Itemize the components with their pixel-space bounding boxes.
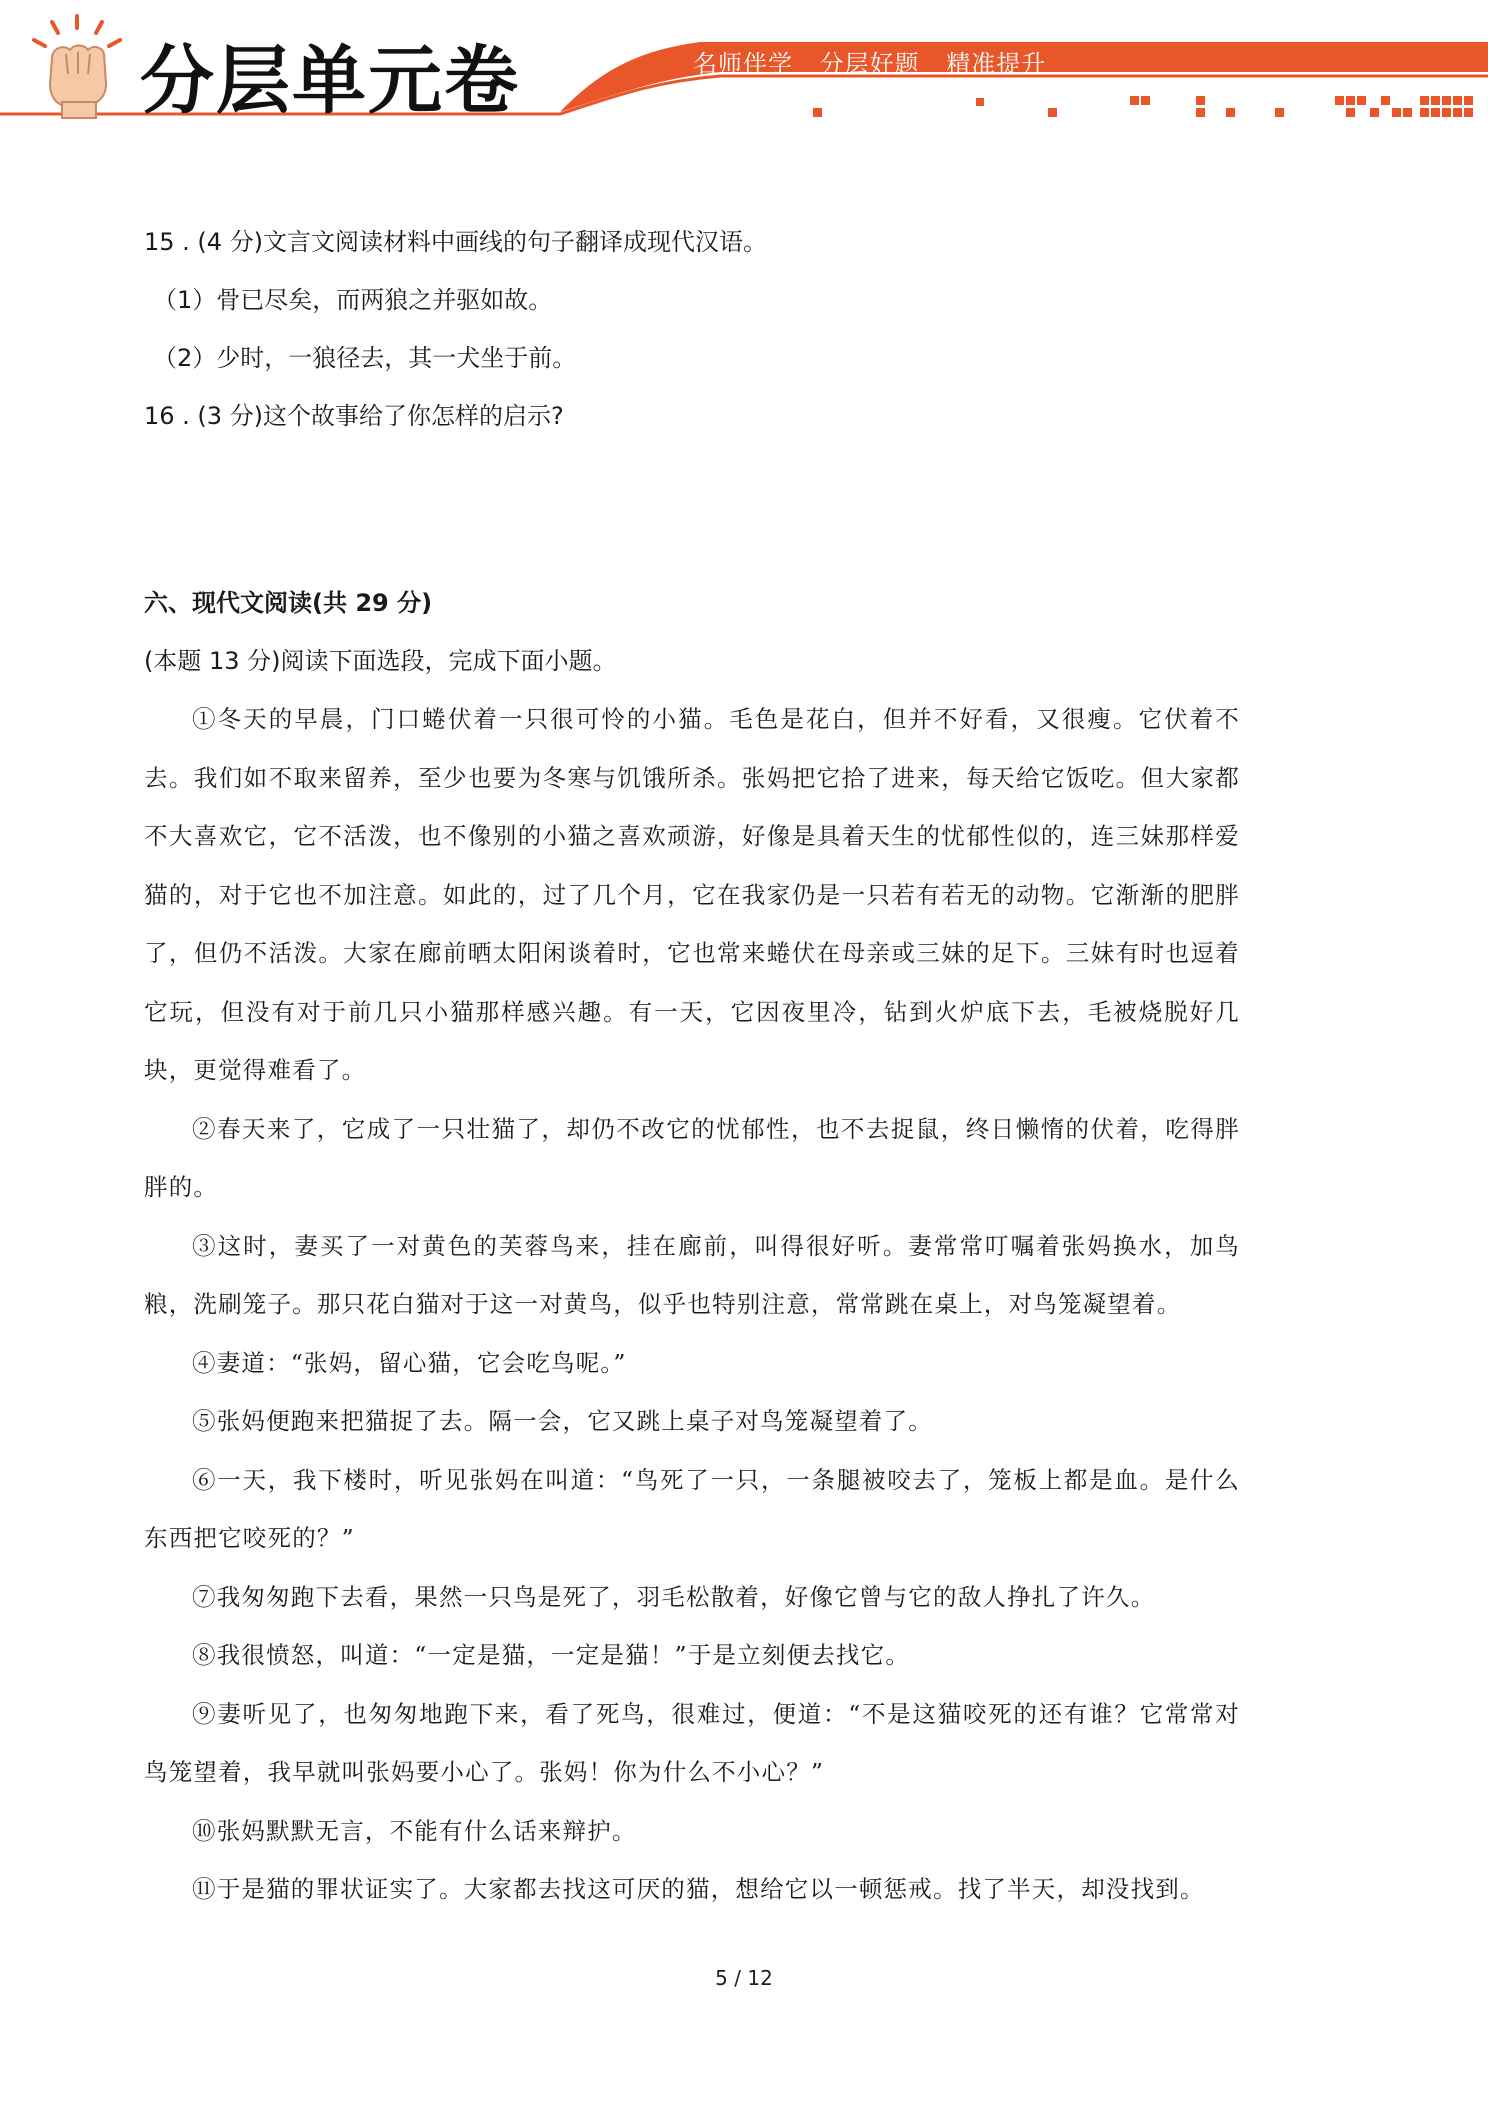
reading-paragraph: ⑨妻听见了，也匆匆地跑下来，看了死鸟，很难过，便道：“不是这猫咬死的还有谁？它常常对鸟笼望着，我早就叫张妈要小心了。张妈！你为什么不小心？” <box>144 1699 1240 1786</box>
page-content <box>144 213 1244 1919</box>
reading-paragraph: ⑧我很愤怒，叫道：“一定是猫，一定是猫！”于是立刻便去找它。 <box>192 1641 911 1669</box>
reading-paragraph: ①冬天的早晨，门口蜷伏着一只很可怜的小猫。毛色是花白，但并不好看，又很瘦。它伏着不去。我们如不取来留养，至少也要为冬寒与饥饿所杀。张妈把它拾了进来，每天给它饭吃。但大家都不大喜欢它，它不活泼，也不像别的小猫之喜欢顽游，好像是具着天生的忧郁性似的，连三妹那样爱猫的，对于它也不加注意。如此的，过了几个月，它在我家仍是一只若有若无的动物。它渐渐的肥胖了，但仍不活泼。大家在廊前晒太阳闲谈着时，它也常来蜷伏在母亲或三妹的足下。三妹有时也逗着它玩，但没有对于前几只小猫那样感兴趣。有一天，它因夜里冷，钻到火炉底下去，毛被烧脱好几块，更觉得难看了。 <box>144 705 1240 1084</box>
reading-paragraph: ②春天来了，它成了一只壮猫了，却仍不改它的忧郁性，也不去捉鼠，终日懒惰的伏着，吃得胖胖的。 <box>144 1114 1240 1201</box>
question-15-part-1: （1）骨已尽矣，而两狼之并驱如故。 <box>153 286 553 314</box>
reading-paragraph: ⑤张妈便跑来把猫捉了去。隔一会，它又跳上桌子对鸟笼凝望着了。 <box>192 1407 933 1435</box>
question-15-part-2: （2）少时，一狼径去，其一犬坐于前。 <box>153 344 577 372</box>
reading-paragraph: ⑩张妈默默无言，不能有什么话来辩护。 <box>192 1816 637 1845</box>
reading-paragraph: ⑥一天，我下楼时，听见张妈在叫道：“鸟死了一只，一条腿被咬去了，笼板上都是血。是什么东西把它咬死的？” <box>144 1465 1240 1552</box>
section-intro: (本题 13 分)阅读下面选段，完成下面小题。 <box>144 647 617 675</box>
question-16: 16 . (3 分)这个故事给了你怎样的启示? <box>144 402 564 430</box>
reading-paragraph: ⑪于是猫的罪状证实了。大家都去找这可厌的猫，想给它以一顿惩戒。找了半天，却没找到。 <box>192 1875 1205 1903</box>
reading-paragraph: ④妻道：“张妈，留心猫，它会吃鸟呢。” <box>192 1348 627 1377</box>
reading-paragraph: ⑦我匆匆跑下去看，果然一只鸟是死了，羽毛松散着，好像它曾与它的敌人挣扎了许久。 <box>192 1582 1156 1611</box>
brand-title: 分层单元卷 <box>140 38 520 124</box>
reading-paragraph: ③这时，妻买了一对黄色的芙蓉鸟来，挂在廊前，叫得很好听。妻常常叮嘱着张妈换水，加鸟粮，洗刷笼子。那只花白猫对于这一对黄鸟，似乎也特别注意，常常跳在桌上，对鸟笼凝望着。 <box>144 1231 1240 1318</box>
page-number: 5 / 12 <box>715 1966 773 1990</box>
page-header <box>0 0 1488 130</box>
brand-slogan: 名师伴学 分层好题 精准提升 <box>693 50 1047 78</box>
fist-icon <box>22 10 132 120</box>
question-15: 15 . (4 分)文言文阅读材料中画线的句子翻译成现代汉语。 <box>144 228 768 256</box>
section-title: 六、现代文阅读(共 29 分) <box>144 589 433 617</box>
